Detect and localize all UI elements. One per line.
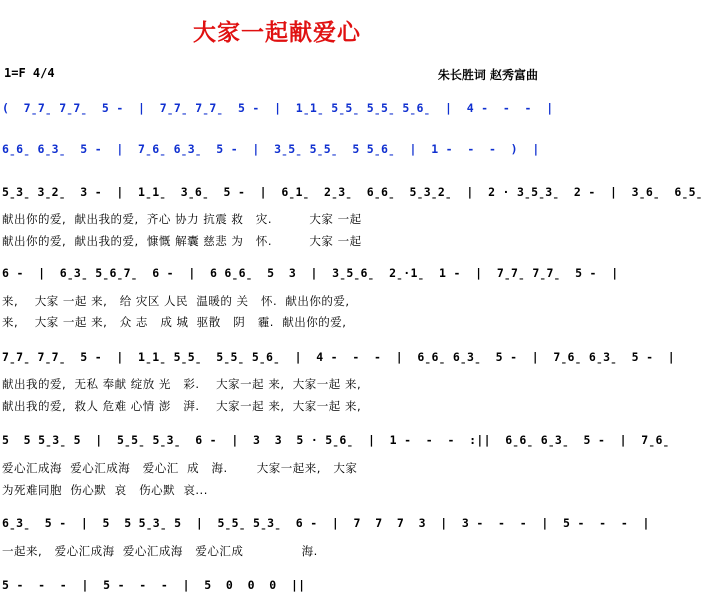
notes-line-2: 6 - | 6̱3̱ 5̱6̱7̱ 6 - | 6 6̱6̱ 5 3 | 3̱5̱6̱ 2̱·1̱ 1 - | 7̱7̱ 7̱7̱ 5 - |: [2, 266, 619, 280]
intro-line-2: 6̱6̱ 6̱3̱ 5 - | 7̱6̱ 6̱3̱ 5 - | 3̱5̱ 5̱5̱ 5 5̱6̱ | 1 - - - ) |: [2, 142, 540, 156]
credits: 朱长胜词 赵秀富曲: [437, 68, 538, 82]
notes-line-6: 5 - - - | 5 - - - | 5 0 0 0 ||: [2, 578, 306, 592]
key-signature: 1=F 4/4: [4, 66, 55, 80]
lyric-line-1b: 献出你的爱, 献出我的爱, 慷慨 解囊 慈悲 为 怀. 大家 一起: [2, 234, 362, 248]
notes-line-4: 5 5 5̱3̱ 5 | 5̱5̱ 5̱3̱ 6 - | 3 3 5 · 5̱6̱ | 1 - - - :|| 6̱6̱ 6̱3̱ 5 - | 7̱6̱: [2, 433, 670, 447]
lyric-line-3b: 献出我的爱, 救人 危难 心情 澎 湃. 大家一起 来, 大家一起 来,: [2, 399, 362, 413]
intro-line-1: ( 7̱7̱ 7̱7̱ 5 - | 7̱7̱ 7̱7̱ 5 - | 1̱1̱ 5̱5̱ 5̱5̱ 5̱6̱ | 4 - - - |: [2, 101, 554, 115]
lyric-line-5a: 一起来, 爱心汇成海 爱心汇成海 爱心汇成 海.: [2, 544, 318, 558]
lyric-line-2a: 来, 大家 一起 来, 给 灾区 人民 温暖的 关 怀. 献出你的爱,: [2, 294, 350, 308]
lyric-line-2b: 来, 大家 一起 来, 众 志 成 城 驱散 阴 霾. 献出你的爱,: [2, 315, 347, 329]
lyric-line-4b: 为死难同胞 伤心默 哀 伤心默 哀...: [2, 483, 208, 497]
lyric-line-3a: 献出我的爱, 无私 奉献 绽放 光 彩. 大家一起 来, 大家一起 来,: [2, 377, 362, 391]
song-title: 大家一起献爱心: [193, 20, 361, 46]
notes-line-1: 5̱3̱ 3̱2̱ 3 - | 1̱1̱ 3̱6̱ 5 - | 6̱1̱ 2̱3̱ 6̱6̱ 5̱3̱2̱ | 2 · 3̱5̱3̱ 2 - | 3̱6̱ 6̱5̱: [2, 185, 703, 199]
notes-line-5: 6̱3̱ 5 - | 5 5 5̱3̱ 5 | 5̱5̱ 5̱3̱ 6 - | 7 7 7 3 | 3 - - - | 5 - - - |: [2, 516, 650, 530]
lyric-line-1a: 献出你的爱, 献出我的爱, 齐心 协力 抗震 救 灾. 大家 一起: [2, 212, 362, 226]
lyric-line-4a: 爱心汇成海 爱心汇成海 爱心汇 成 海. 大家一起来, 大家: [2, 461, 358, 475]
notes-line-3: 7̱7̱ 7̱7̱ 5 - | 1̱1̱ 5̱5̱ 5̱5̱ 5̱6̱ | 4 - - - | 6̱6̱ 6̱3̱ 5 - | 7̱6̱ 6̱3̱ 5 - |: [2, 350, 676, 364]
